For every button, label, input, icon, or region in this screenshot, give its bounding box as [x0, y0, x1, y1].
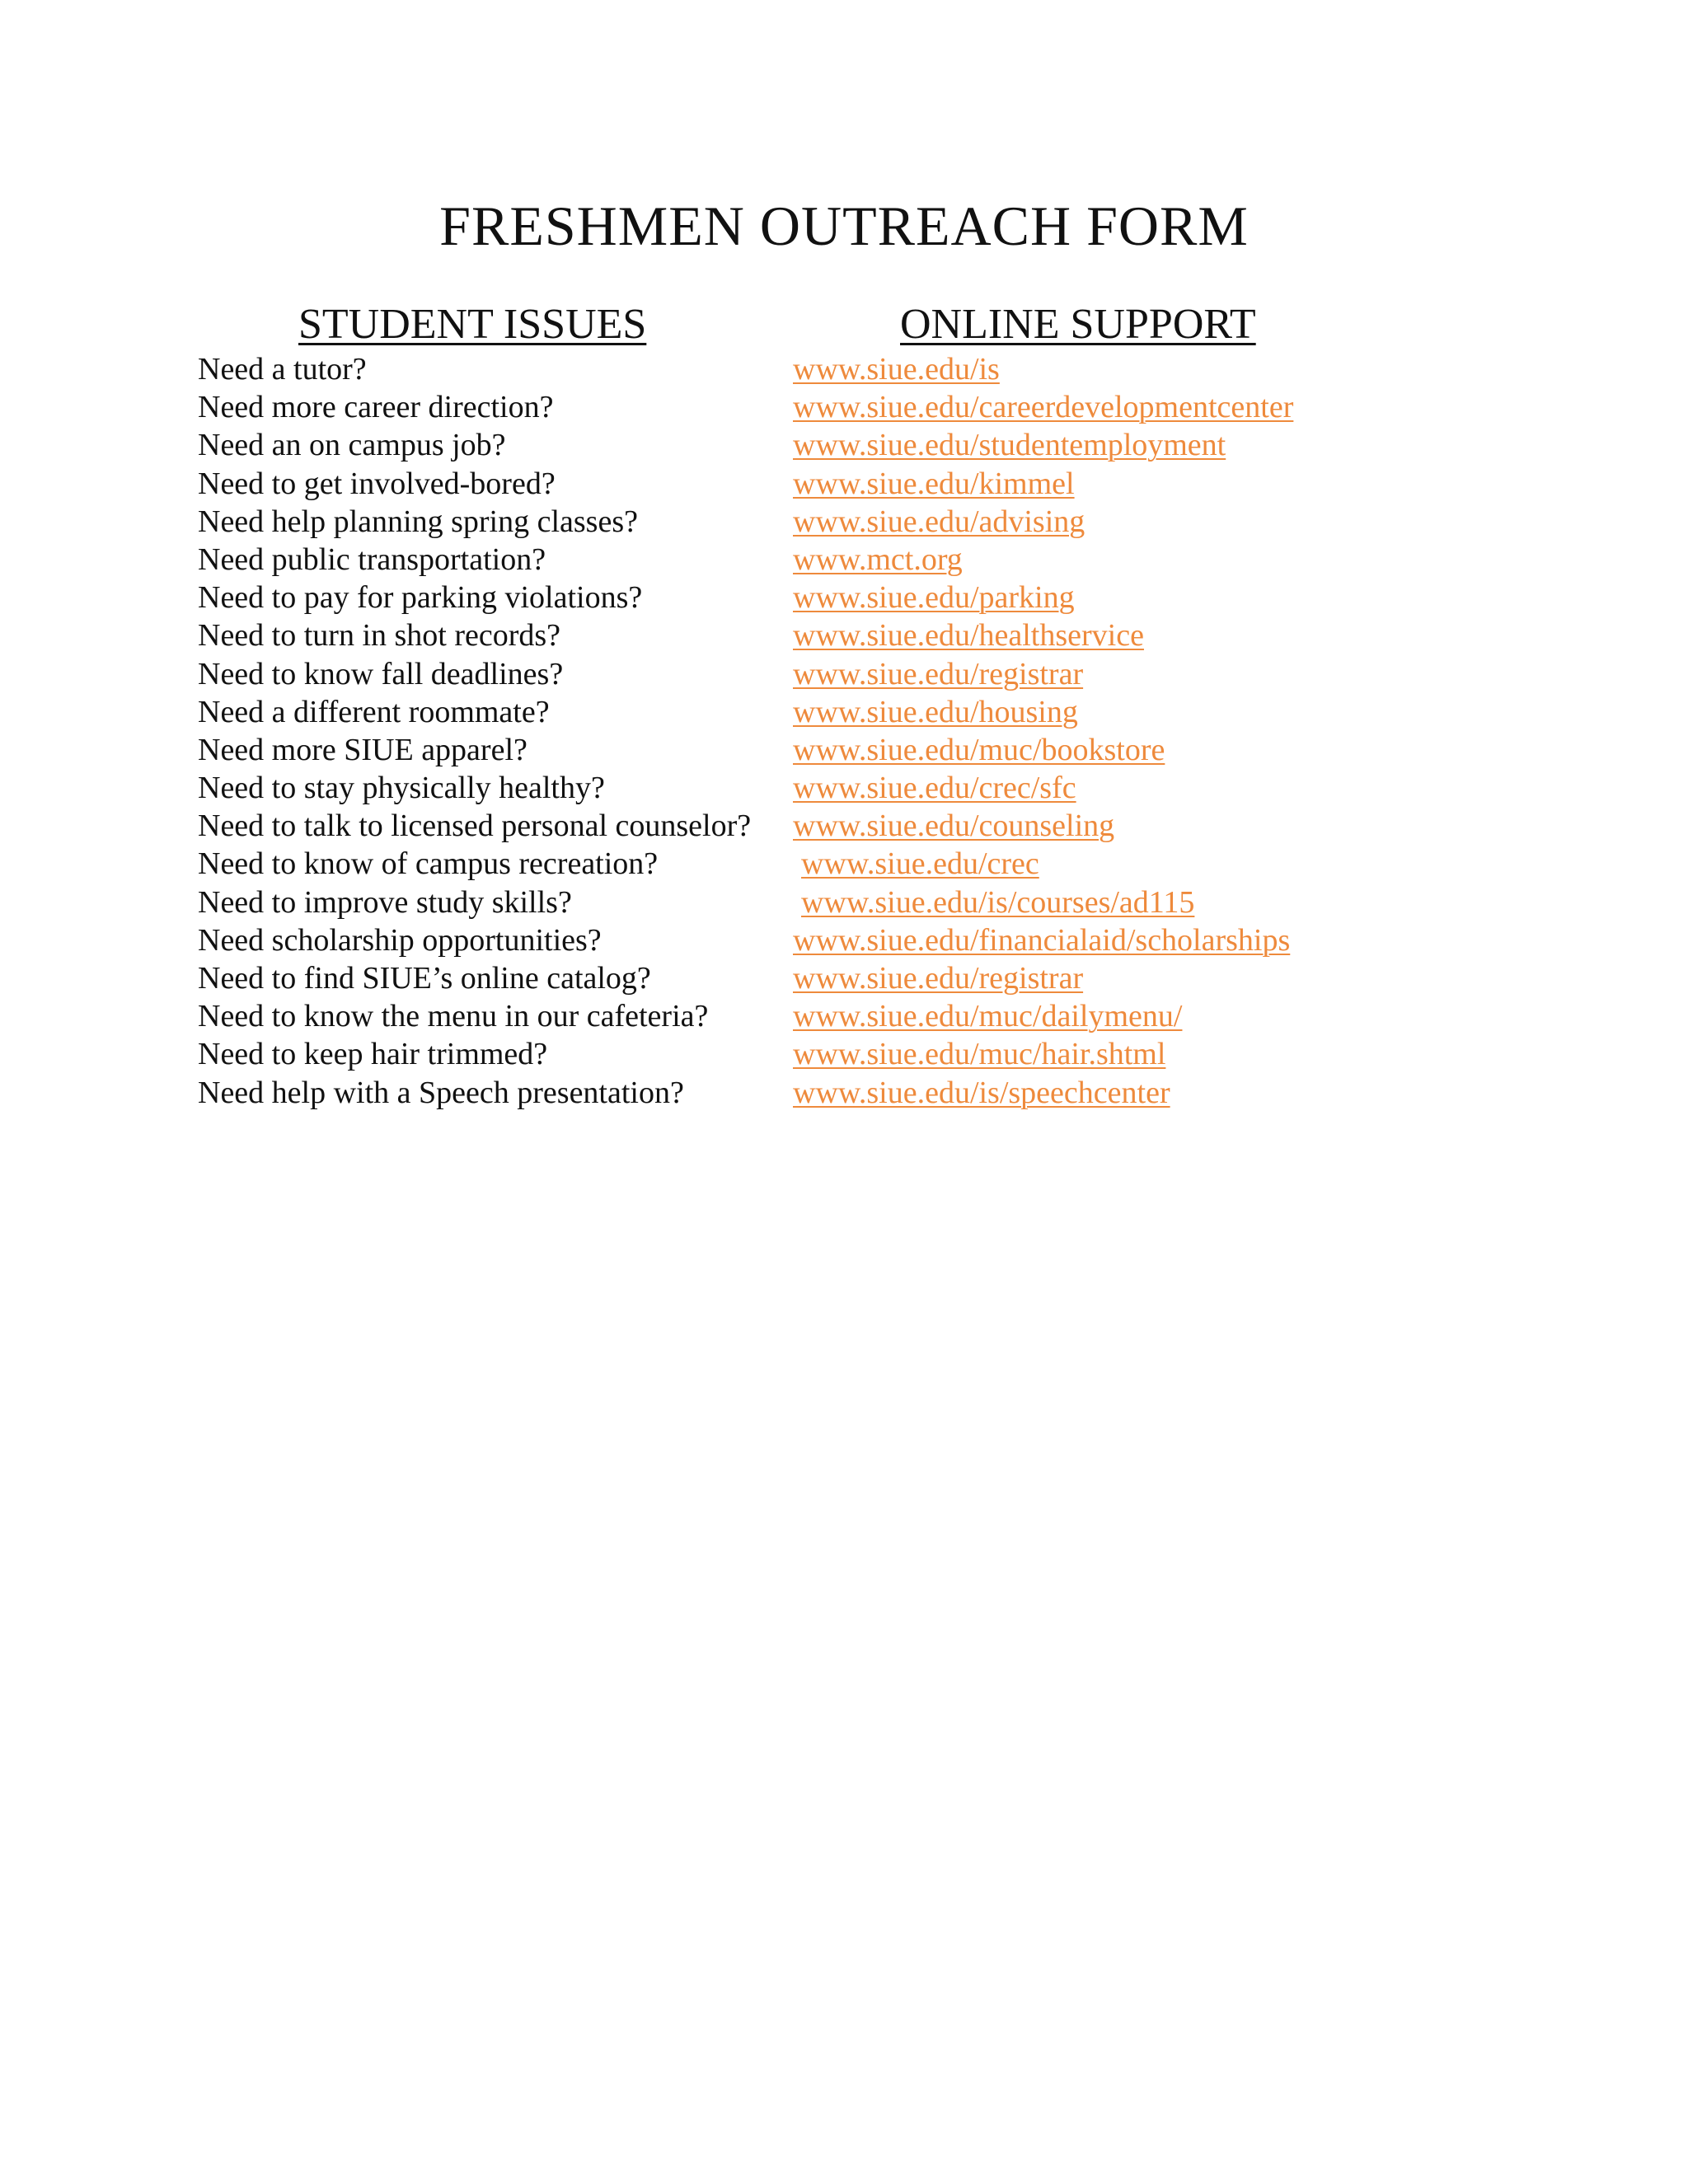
list-item: [198, 883, 1599, 921]
issue-text: Need to know fall deadlines?: [198, 656, 564, 691]
issue-text: Need public transportation?: [198, 541, 546, 577]
support-link[interactable]: www.siue.edu/muc/hair.shtml: [793, 1037, 1166, 1072]
issue-text: Need scholarship opportunities?: [198, 922, 602, 958]
list-item: [198, 503, 1599, 541]
support-link[interactable]: www.siue.edu/careerdevelopmentcenter: [793, 390, 1294, 425]
issue-text: Need to talk to licensed personal counselor?: [198, 808, 752, 844]
list-item: [198, 579, 1599, 616]
list-item: [198, 845, 1599, 883]
support-link[interactable]: www.siue.edu/crec: [801, 846, 1039, 882]
support-link[interactable]: www.siue.edu/kimmel: [793, 466, 1075, 501]
support-link[interactable]: www.siue.edu/is/speechcenter: [793, 1075, 1170, 1110]
form-title: FRESHMEN OUTREACH FORM: [439, 194, 1249, 257]
student-issues-header: STUDENT ISSUES: [298, 301, 647, 348]
support-link[interactable]: www.siue.edu/financialaid/scholarships: [793, 922, 1291, 958]
issue-text: Need a tutor?: [198, 352, 367, 387]
issue-text: Need help planning spring classes?: [198, 504, 638, 539]
issue-text: Need an on campus job?: [198, 428, 506, 463]
list-item: [198, 465, 1599, 503]
issue-text: Need more SIUE apparel?: [198, 732, 528, 767]
support-link[interactable]: www.siue.edu/is: [793, 352, 1000, 387]
support-link[interactable]: www.siue.edu/parking: [793, 580, 1075, 616]
issue-text: Need more career direction?: [198, 390, 554, 425]
list-item: [198, 350, 1599, 388]
support-link[interactable]: www.siue.edu/crec/sfc: [793, 771, 1076, 806]
support-link[interactable]: www.siue.edu/advising: [793, 504, 1085, 539]
list-item: [198, 616, 1599, 654]
list-item: [198, 1035, 1599, 1073]
list-item: [198, 807, 1599, 845]
support-link[interactable]: www.siue.edu/registrar: [793, 961, 1084, 996]
list-item: [198, 388, 1599, 426]
issue-text: Need to pay for parking violations?: [198, 580, 643, 616]
list-item: [198, 997, 1599, 1035]
issue-text: Need to turn in shot records?: [198, 618, 561, 654]
support-link[interactable]: www.siue.edu/registrar: [793, 656, 1084, 691]
list-item: [198, 655, 1599, 693]
issue-text: Need to stay physically healthy?: [198, 771, 605, 806]
list-item: [198, 426, 1599, 464]
issue-text: Need a different roommate?: [198, 694, 550, 729]
support-link[interactable]: www.siue.edu/counseling: [793, 808, 1115, 844]
support-link[interactable]: www.siue.edu/housing: [793, 694, 1078, 729]
list-item: [198, 769, 1599, 807]
list-item: [198, 693, 1599, 731]
issue-text: Need to improve study skills?: [198, 884, 572, 920]
list-item: [198, 959, 1599, 997]
issues-list: [198, 350, 1599, 1112]
online-support-header: ONLINE SUPPORT: [900, 301, 1256, 348]
support-link[interactable]: www.siue.edu/studentemployment: [793, 428, 1226, 463]
list-item: [198, 541, 1599, 579]
support-link[interactable]: www.siue.edu/muc/bookstore: [793, 732, 1165, 767]
issue-text: Need help with a Speech presentation?: [198, 1075, 684, 1110]
support-link[interactable]: www.siue.edu/healthservice: [793, 618, 1144, 654]
support-link[interactable]: www.mct.org: [793, 541, 963, 577]
issue-text: Need to know the menu in our cafeteria?: [198, 999, 709, 1034]
issue-text: Need to get involved-bored?: [198, 466, 556, 501]
issue-text: Need to know of campus recreation?: [198, 846, 659, 882]
list-item: [198, 1074, 1599, 1112]
list-item: [198, 921, 1599, 959]
issue-text: Need to find SIUE’s online catalog?: [198, 961, 651, 996]
support-link[interactable]: www.siue.edu/is/courses/ad115: [801, 884, 1195, 920]
issue-text: Need to keep hair trimmed?: [198, 1037, 548, 1072]
list-item: [198, 731, 1599, 769]
support-link[interactable]: www.siue.edu/muc/dailymenu/: [793, 999, 1183, 1034]
